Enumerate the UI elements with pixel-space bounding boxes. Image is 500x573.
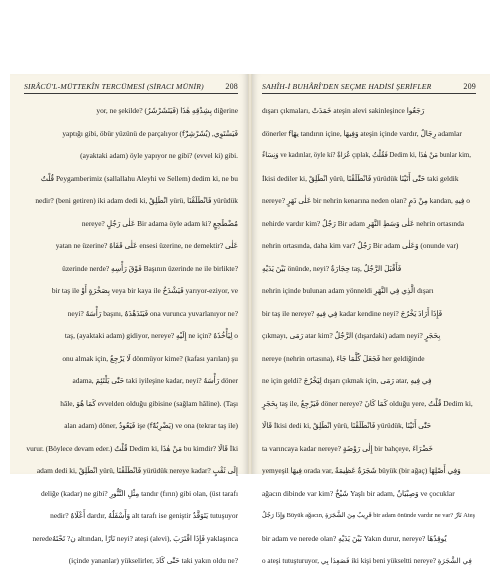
left-page	[10, 74, 248, 565]
left-page-number: 208	[225, 82, 238, 91]
text-line: nereye? عَلٰى رَجُلٍ Bir adama öyle adam ki? مُضْطَجِعٍ	[81, 218, 238, 228]
text-line: üzerinde nerde? فَوْقَ رَأْسِهِ Başının üzerinde ne ile birlikte?	[62, 263, 238, 273]
text-line: nedir? (beni getiren) iki adam dedi ki, انْطَلِقْ yürü, فَانْطَلَقْنَا yürüdük	[35, 196, 238, 205]
text-line: onu almak için, لَا يَرْجِعُ dönmüyor kime? (kafası yarılan) şu	[62, 353, 238, 363]
text-line: بَيْنَ يَدَيْهِ önünde, neyi? حِجَارَةٌ taş, فَأَقْبَلَ الرَّجُلُ	[262, 263, 402, 273]
text-line: çıkmayı, رَمَى atar kim? الرَّجُلُ (dışardaki) adam neyi? بِحَجَرٍ	[262, 331, 441, 340]
text-line: (içinde yananlar) yükselirler, حَتّٰى كَادَ taki yakın oldu ne?	[68, 556, 238, 565]
text-line: bir taş ile بِصَخْرَةٍ أَوْ veya bir kaya ile فَيَشْدَخُ yarıyor-eziyor, ve	[51, 286, 238, 295]
text-line: (ayaktaki adam) öyle yapıyor ne gibi? (evvel ki) gibi.	[80, 151, 238, 160]
left-running-head	[24, 82, 238, 94]
right-page-body	[262, 100, 476, 573]
right-page-number: 209	[463, 82, 476, 91]
text-line: قُلْتُ Peygamberimiz (sallallahu Aleyhi ve Sellem) dedim ki, ne bu	[40, 173, 238, 183]
text-line: adama, حَتّٰى يَلْتَئِمَ taki iyileşine kadar, neyi? رَأْسَهُ döner	[72, 376, 238, 385]
text-line: dönerler fِيهَا tandırın içine, وَفِيهَا ateşin içinde vardır, رِجَالٌ adamlar	[262, 128, 462, 138]
text-line: yatan ne üzerine? عَلٰى قَفَاهُ ensesi üzerine, ne demektir? عَلٰى	[55, 241, 238, 250]
text-line: neyi? رَأْسَهُ başını, فَيَتَدَهْدَهُ ona vurunca yuvarlanıyor ne?	[67, 308, 238, 318]
text-line: deliğe (kadar) ne gibi? مِثْلِ التَّنُّورِ tandır (fırın) gibi olan, (üst tarafı	[40, 488, 238, 498]
text-line: وَنِسَاءٌ ve kadınlar, öyle ki? عُرَاةٌ çıplak, فَقُلْتُ Dedim ki, مَنْ هٰذَا bunlar kim,	[262, 152, 471, 159]
text-line: ağacın dibinde var kim? شَيْخٌ Yaşlı bir adam, وَصِبْيَانٌ ve çocuklar	[262, 488, 455, 498]
left-page-body	[24, 100, 238, 573]
text-line: nehirde vardır kim? رَجُلٌ Bir adam عَلٰى وَسَطِ النَّهَرِ nehrin ortasında	[262, 218, 465, 228]
text-line: nedir? أَعْلَاهُ dardır, وَأَسْفَلُهُ alt tarafı ise geniştir يَتَوَقَّدُ tutuşuyor	[50, 511, 238, 520]
text-line: وَإِذَا رَجُلٌ Büyük ağacın, قَرِيبٌ مِنَ الشَّجَرَةِ bir adam önünde vardır ne var? نَارٌ Ateş	[262, 512, 475, 519]
text-line: vurur. (Böylece devam eder.) قُلْتُ Dedim ki, مَنْ هٰذَا bu kimdir? قَالَا İki	[26, 443, 238, 453]
text-line: bir taş ile nereye? فِي فِيهِ kadar kendine neyi? فَإِذَا أَرَادَ يَخْرُجَ	[262, 308, 443, 318]
text-line: bir adam ve nerede olan? بَيْنَ يَدَيْهِ Yakın durur, nereye? يُوقِدُهَا	[262, 533, 447, 543]
text-line: hâle, كَمَا هُوَ evvelden olduğu gibisine (sağlam hâline). (Taşı	[60, 398, 238, 408]
text-line: dışarı çıkmaları, خَمَدَتْ ateşin alevi sakinleşince رَجَعُوا	[262, 106, 425, 115]
text-line: taş, (ayaktaki adam) gidiyor, nereye? إِلَيْهِ ne için? لِيَأْخُذَهُ o	[64, 331, 238, 340]
text-line: İkisi dediler ki, انْطَلِقْ yürü, فَانْطَلَقْنَا yürüdük حَتّٰى أَتَيْنَا taki geldik	[262, 173, 459, 183]
text-line: قَالَا İkisi dedi ki, انْطَلِقْ yürü, فَانْطَلَقْنَا yürüdük, حَتّٰى أَتَيْنَا	[262, 421, 432, 430]
text-line: o ateşi tutuşturuyor, فَصَعِدَا بِي iki kişi beni yükseltti nereye? فِي الشَّجَرَةِ	[262, 557, 472, 565]
text-line: nehrin içinde bulunan adam yönneldi الَّذِي فِي النَّهَرِ dışarı	[262, 286, 434, 295]
right-running-head	[262, 82, 476, 94]
left-header-title: SIRÂCÜ'L-MÜTTEKÎN TERCÜMESİ (SİRACI MÜNİR)	[24, 82, 204, 91]
text-line: nehrin ortasında, daha kim var? رَجُلٌ Bir adam وَعَلٰى (onunde var)	[262, 241, 459, 250]
text-line: yaptığı gibi, öbür yüzünü de parçalıyor (fَيُشَرْشِرُ) ,فَيَسْتَوِي	[62, 128, 238, 138]
right-header-title: SAHÎH-İ BUHÂRÎ'DEN SEÇME HADİSİ ŞERİFLER	[262, 82, 432, 91]
text-line: yor, ne şekilde? بِشِدْقِهِ هٰذَا (فَيَتَشَرْشَرُ) diğerine	[96, 106, 238, 115]
text-line: nereye (nehrin ortasına), فَجَعَلَ كُلَّمَا جَاءَ her geldiğinde	[262, 353, 425, 363]
right-page	[252, 74, 490, 565]
text-line: ta varıncaya kadar nereye? إِلٰى رَوْضَةٍ bir bahçeye, خَضْرَاءَ	[262, 443, 433, 453]
text-line: nereye? عَلٰى نَهَرٍ bir nehrin kenarına neden olan? مِنْ دَمٍ kandan, فِيهِ o	[262, 196, 470, 205]
text-line: yemyeşil فِيهَا orada var, شَجَرَةٌ عَظِيمَةٌ büyük (bir ağaç) وَفِي أَصْلِهَا	[262, 466, 461, 475]
text-line: بِحَجَرٍ taş ile, فَيَرْجِعُ döner nereye? كَمَا كَانَ olduğu yere, قُلْتُ Dedim ki,	[262, 398, 473, 408]
text-line: adam dedi ki, انْطَلِقْ yürü, فَانْطَلَقْنَا yürüdük nereye kadar? إِلَى ثَقْبٍ	[36, 466, 238, 475]
text-line: neredeن? تَحْتَهُ altından, نَارًا neyi? ateşi (alevi), فَإِذَا اقْتَرَبَ yaklaşınca	[32, 533, 238, 543]
text-line: ne için geldi? لِيَخْرُجَ dışarı çıkmak için, رَمَى atar, فِي فِيهِ	[262, 376, 432, 385]
text-line: alan adam) döner, فَيَعُودُ işe (fَيَضْرِبُهُ) ve ona (tekrar taş ile)	[64, 421, 238, 430]
